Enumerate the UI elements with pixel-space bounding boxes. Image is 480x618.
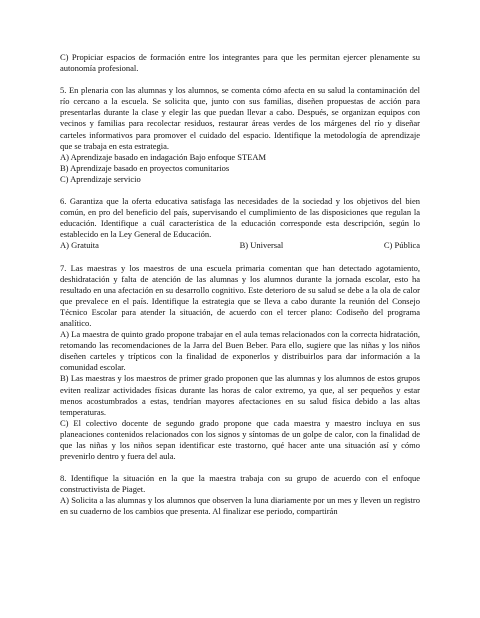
option-c: C) Aprendizaje servicio [60, 173, 141, 184]
question-stem: 6. Garantiza que la oferta educativa satisfaga las necesidades de la sociedad y los objetivos del bien común, en pro del beneficio del país, supervisando el cumplimiento de las disposiciones que regulan la educación. Identifique a cuál característica de la educación corresponde esta descripción, según lo establecido en la Ley General de Educación. [60, 196, 420, 240]
question-stem: 8. Identifique la situación en la que la maestra trabaja con su grupo de acuerdo con el enfoque constructivista de Piaget. [60, 473, 420, 495]
question-stem: 5. En plenaria con las alumnas y los alumnos, se comenta cómo afecta en su salud la contaminación del río cercano a la escuela. Se solicita que, junto con sus familias, diseñen propuestas de acción para presentarlas durante la clase y elegir las que puedan llevar a cabo. Después, se organizan equipos con vecinos y familias para recolectar residuos, restaurar áreas verdes de los márgenes del río y diseñar carteles informativos para promover el cuidado del espacio. Identifique la metodología de aprendizaje que se trabaja en esta estrategia. [60, 85, 420, 151]
option-c: C) Pública [383, 240, 420, 251]
option-a: A) Aprendizaje basado en indagación Bajo enfoque STEAM [60, 151, 267, 162]
question-8 [60, 473, 420, 517]
question-stem: 7. Las maestras y los maestros de una escuela primaria comentan que han detectado agotamiento, deshidratación y falta de atención de las alumnas y los alumnos durante la jornada escolar, esto ha resultado en una afectación en su desarrollo cognitivo. Este deterioro de su salud se debe a la ola de calor que prevalece en el país. Identifique la estrategia que se lleva a cabo durante la reunión del Consejo Técnico Escolar para atender la situación, de acuerdo con el tercer plano: Codiseño del programa analítico. [60, 262, 420, 328]
option-b: B) Las maestras y los maestros de primer grado proponen que las alumnas y los alumnos de estos grupos eviten realizar actividades físicas durante las horas de calor extremo, ya que, al ser pequeños y estar menos acostumbrados a estas, tendrían mayores afectaciones en su salud física debido a las altas temperaturas. [60, 373, 420, 417]
option-c: C) Propiciar espacios de formación entre los integrantes para que les permitan ejercer plenamente su autonomía profesional. [60, 52, 420, 74]
options-row [60, 240, 420, 251]
option-c: C) El colectivo docente de segundo grado propone que cada maestra y maestro incluya en sus planeaciones contenidos relacionados con los signos y síntomas de un golpe de calor, con la finalidad de que las niñas y los niños sepan identificar este trastorno, qué hacer ante una situación así y cómo prevenirlo dentro y fuera del aula. [60, 417, 420, 462]
document-page [60, 52, 420, 529]
option-b: B) Aprendizaje basado en proyectos comunitarios [60, 162, 230, 173]
question-7 [60, 263, 420, 463]
option-a: A) La maestra de quinto grado propone trabajar en el aula temas relacionados con la correcta hidratación, retomando las recomendaciones de la Jarra del Buen Beber. Para ello, sugiere que las niñas y los niños diseñen carteles y trípticos con la finalidad de exponerlos y distribuirlos para dar información a la comunidad escolar. [60, 329, 420, 373]
option-a: A) Solicita a las alumnas y los alumnos que observen la luna diariamente por un mes y lleven un registro en su cuaderno de los cambios que presenta. Al finalizar ese periodo, compartirán [60, 495, 420, 517]
option-b: B) Universal [239, 240, 284, 251]
option-a: A) Gratuita [60, 240, 99, 251]
question-6 [60, 196, 420, 251]
question-4-tail [60, 52, 420, 74]
question-5 [60, 85, 420, 185]
